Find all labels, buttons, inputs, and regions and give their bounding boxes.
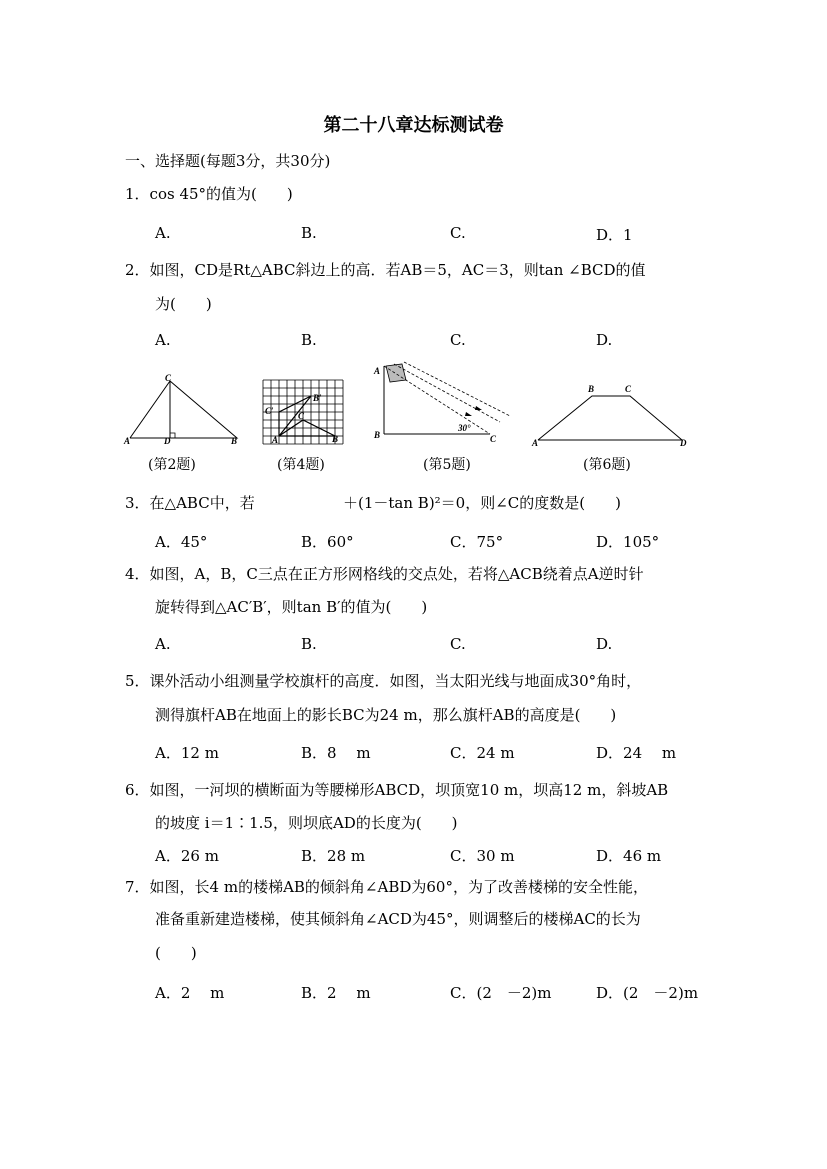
option-b: B．8 m (301, 744, 371, 762)
option-a: A．12 m (155, 744, 219, 762)
option-b: B. (301, 224, 317, 242)
flag-icon (386, 364, 406, 382)
question-3-stem-b: ＋(1－tan B)²＝0，则∠C的度数是( ) (343, 494, 621, 512)
question-7-stem-line1: 7．如图，长4 m的楼梯AB的倾斜角∠ABD为60°，为了改善楼梯的安全性能， (125, 878, 648, 896)
option-b: B．60° (301, 533, 354, 551)
option-d: D．46 m (596, 847, 662, 865)
option-a: A. (155, 331, 171, 349)
option-d: D．(2 －2)m (596, 984, 699, 1002)
label-b: B (231, 436, 238, 446)
label-b: B (374, 430, 381, 440)
label-b-prime: B′ (313, 393, 322, 403)
option-c: C. (450, 635, 466, 653)
option-b: B．28 m (301, 847, 366, 865)
question-5-stem-line1: 5．课外活动小组测量学校旗杆的高度．如图，当太阳光线与地面成30°角时， (125, 672, 642, 690)
option-a: A．45° (155, 533, 208, 551)
label-d: D (680, 438, 687, 448)
angle-label: 30° (458, 423, 471, 433)
caption-fig6: (第6题) (583, 457, 631, 473)
figure-q5 (372, 362, 512, 447)
caption-fig2: (第2题) (148, 457, 196, 473)
label-a: A (272, 435, 279, 445)
label-c-prime: C′ (265, 406, 274, 416)
option-b: B. (301, 331, 317, 349)
option-d: D．105° (596, 533, 660, 551)
question-2-stem-line1: 2．如图，CD是Rt△ABC斜边上的高．若AB＝5，AC＝3，则tan ∠BCD的值 (125, 261, 646, 279)
option-b: B. (301, 635, 317, 653)
label-c: C (165, 373, 172, 383)
option-a: A．26 m (155, 847, 219, 865)
figure-q2 (122, 372, 247, 447)
figure-q4 (263, 380, 345, 445)
label-c: C (625, 384, 632, 394)
section-heading: 一、选择题(每题3分，共30分) (125, 152, 331, 170)
option-b: B．2 m (301, 984, 371, 1002)
option-d: D. (596, 331, 613, 349)
label-a: A (124, 436, 131, 446)
question-6-stem-line2: 的坡度 i＝1∶1.5，则坝底AD的长度为( ) (155, 814, 458, 832)
label-b: B (588, 384, 595, 394)
option-d: D．1 (596, 226, 633, 244)
question-5-stem-line2: 测得旗杆AB在地面上的影长BC为24 m，那么旗杆AB的高度是( ) (155, 706, 617, 724)
label-a: A (532, 438, 539, 448)
question-4-stem-line2: 旋转得到△AC′B′，则tan B′的值为( ) (155, 598, 428, 616)
question-6-stem-line1: 6．如图，一河坝的横断面为等腰梯形ABCD，坝顶宽10 m，坝高12 m，斜坡AB (125, 781, 669, 799)
question-1-stem: 1．cos 45°的值为( ) (125, 185, 293, 203)
label-c: C (298, 411, 305, 421)
option-a: A. (155, 635, 171, 653)
question-3-stem-a: 3．在△ABC中，若 (125, 494, 255, 512)
caption-fig5: (第5题) (423, 457, 471, 473)
question-7-stem-line2: 准备重新建造楼梯，使其倾斜角∠ACD为45°，则调整后的楼梯AC的长为 (155, 910, 641, 928)
option-c: C．(2 －2)m (450, 984, 552, 1002)
label-d: D (164, 436, 171, 446)
figure-q6 (530, 382, 690, 447)
label-c: C (490, 434, 497, 444)
caption-fig4: (第4题) (277, 457, 325, 473)
option-c: C．24 m (450, 744, 515, 762)
option-c: C．75° (450, 533, 504, 551)
option-c: C. (450, 331, 466, 349)
page-title: 第二十八章达标测试卷 (323, 115, 504, 136)
option-a: A. (155, 224, 171, 242)
option-d: D. (596, 635, 613, 653)
question-7-stem-line3: ( ) (155, 944, 197, 962)
question-2-stem-line2: 为( ) (155, 295, 212, 313)
option-d: D．24 m (596, 744, 677, 762)
option-c: C．30 m (450, 847, 515, 865)
option-a: A．2 m (155, 984, 225, 1002)
question-4-stem-line1: 4．如图，A，B，C三点在正方形网格线的交点处，若将△ACB绕着点A逆时针 (125, 565, 644, 583)
label-b: B (332, 434, 339, 444)
label-a: A (374, 366, 381, 376)
option-c: C. (450, 224, 466, 242)
